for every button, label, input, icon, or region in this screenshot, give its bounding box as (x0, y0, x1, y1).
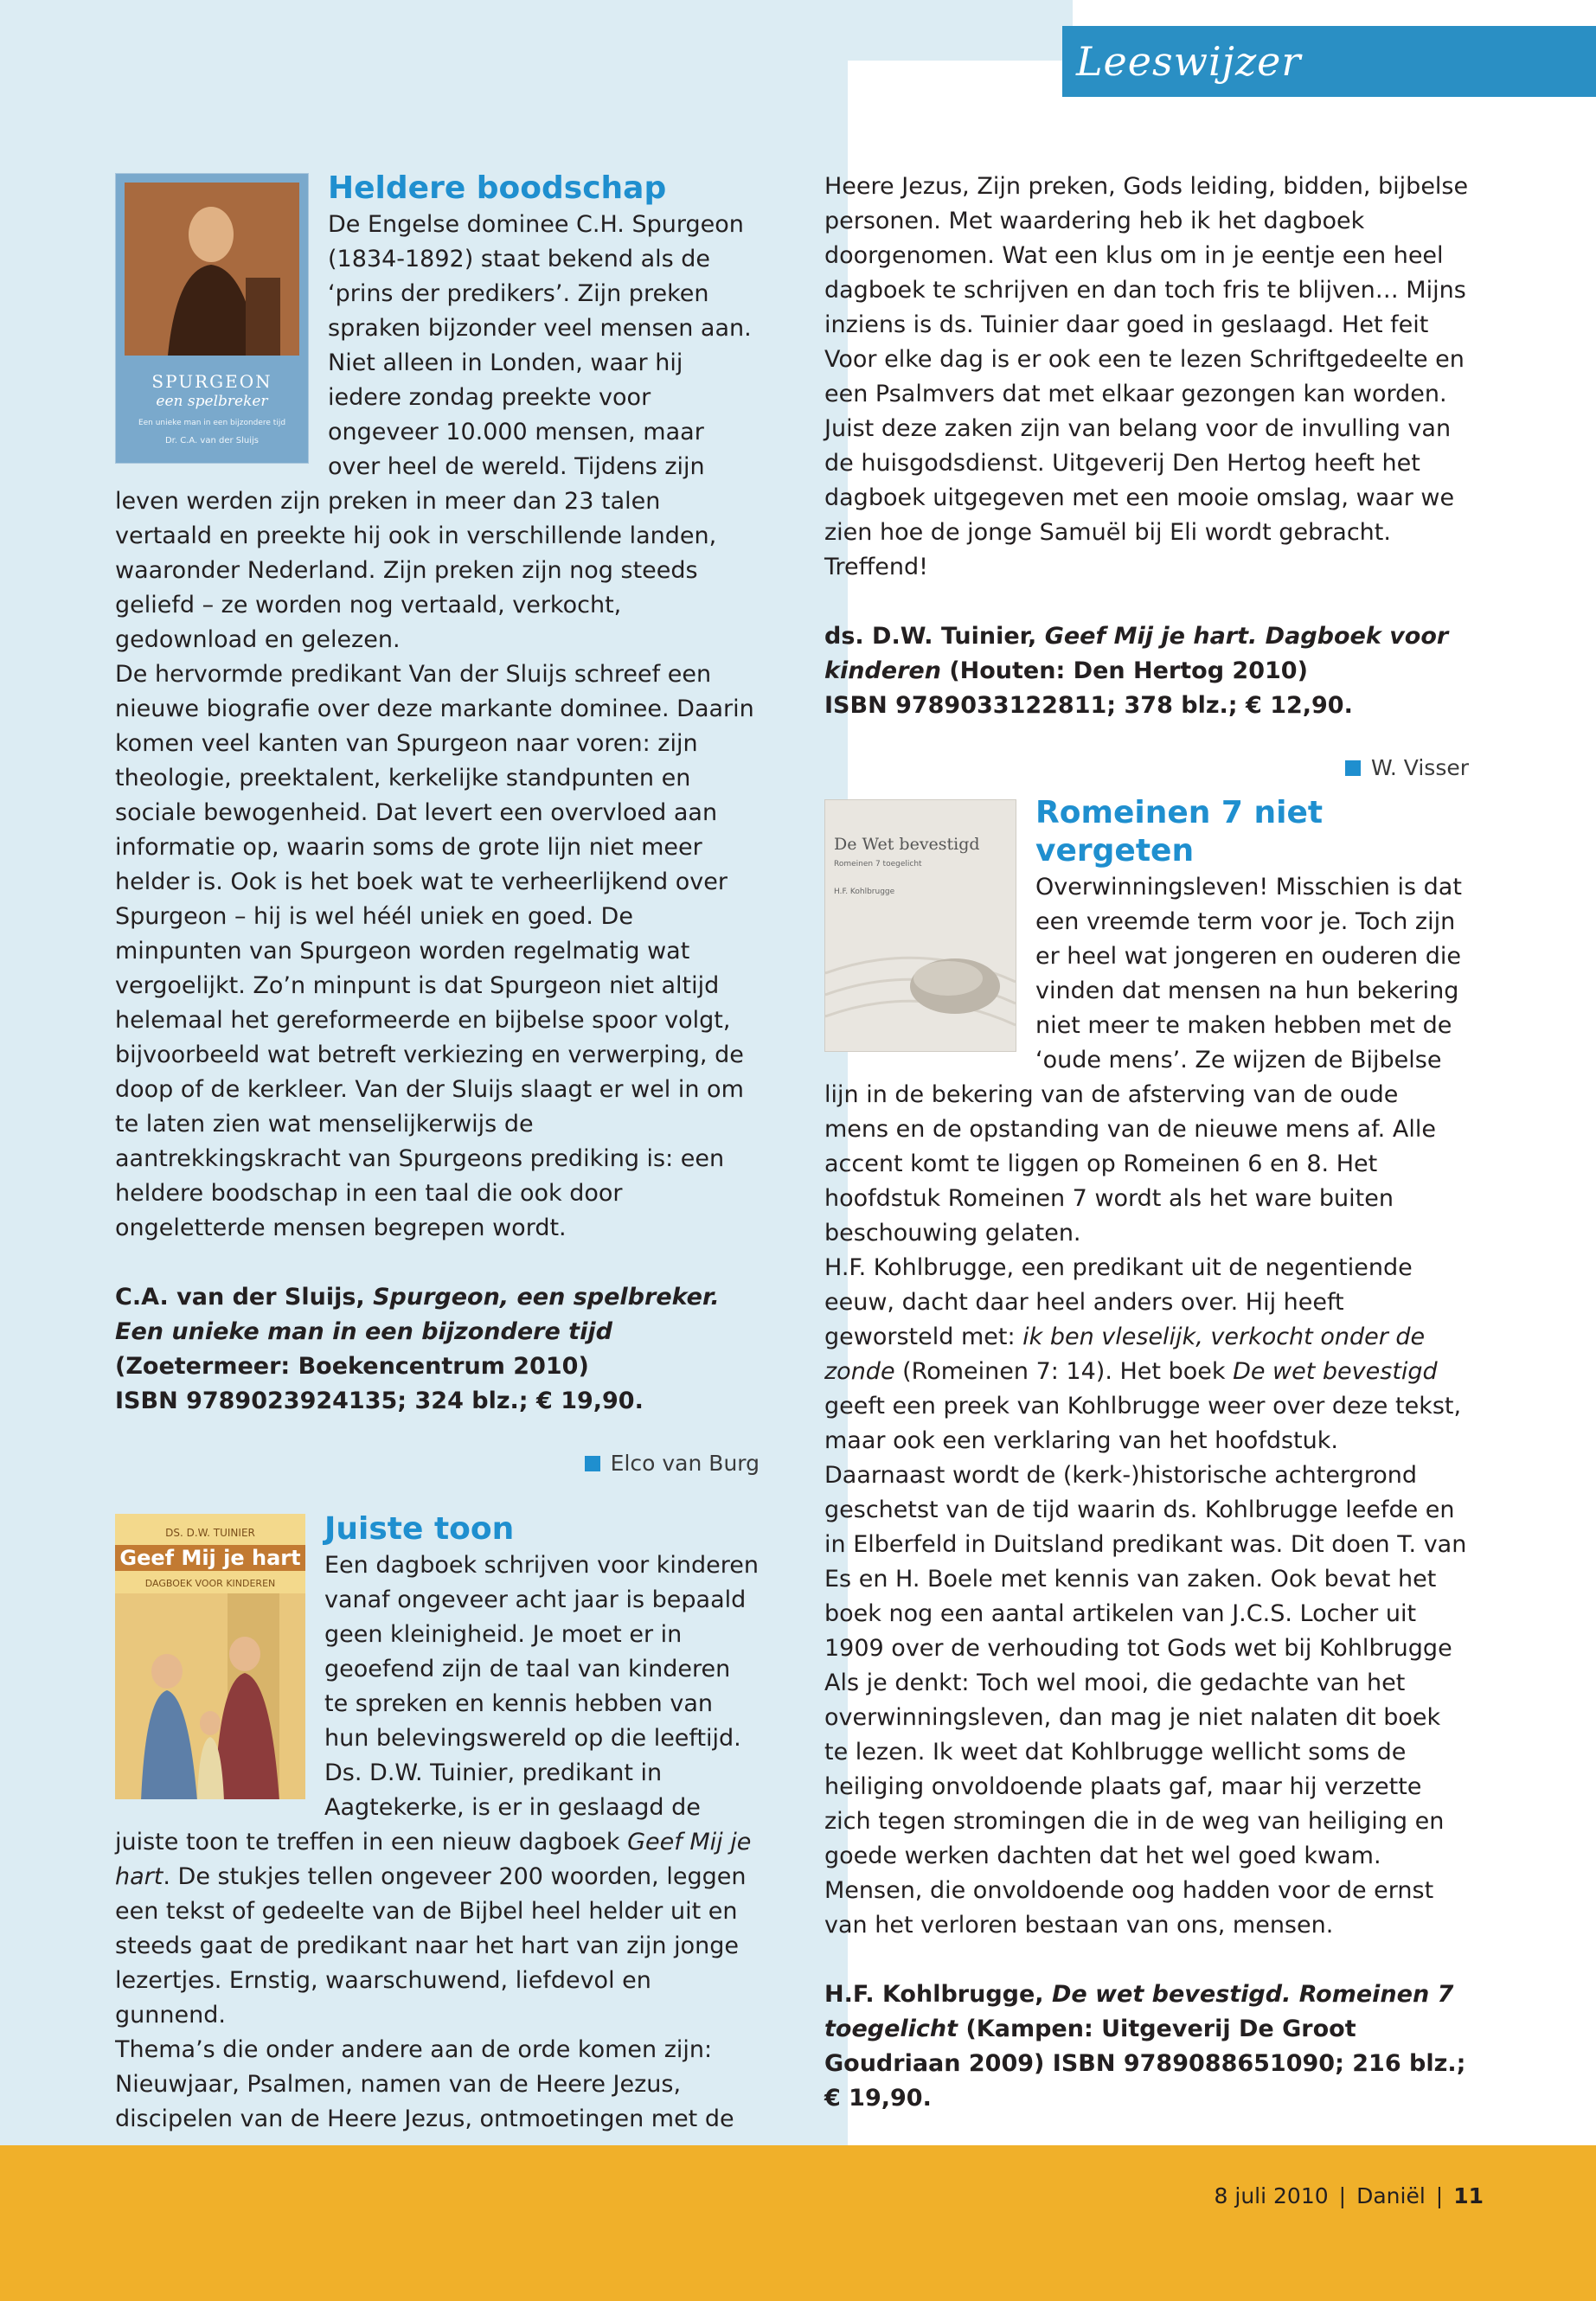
left-column (115, 170, 760, 2137)
page-number: 11 (1453, 2183, 1484, 2208)
paragraph: Voor elke dag is er ook een te lezen Schriftgedeelte en een Psalmvers dat met elkaar gezongen kan worden. Juist deze zaken zijn van belang voor de invulling van de huisgodsdienst. Uitgeverij Den Hertog heeft het dagboek uitgegeven met een mooie omslag, waar we zien hoe de jonge Samuël bij Eli wordt gebracht. Treffend! (824, 346, 1465, 580)
citation-isbn: ISBN 9789033122811; 378 blz.; € 12,90. (824, 692, 1353, 719)
right-column (824, 170, 1469, 2178)
article-title: Heldere boodschap (328, 170, 667, 206)
separator: | (1338, 2183, 1347, 2208)
section-tab (1062, 26, 1596, 97)
bullet-square-icon (585, 1456, 600, 1471)
citation-publisher: (Zoetermeer: Boekencentrum 2010) (115, 1353, 589, 1380)
citation-book-title: Spurgeon, een spelbreker. Een unieke man in een bijzondere tijd (115, 1284, 720, 1345)
citation-isbn: ISBN 9789088651090; 216 blz.; € 19,90. (824, 2050, 1466, 2112)
citation-author: C.A. van der Sluijs, (115, 1284, 374, 1311)
background-blot (796, 0, 1073, 61)
paragraph-text: Een dagboek schrijven voor kinderen vanaf ongeveer acht jaar is bepaald geen kleinigheid. Je moet er in geoefend zijn de taal van kinderen te spreken en kennis hebben van hun belevingswereld op die leeftijd. Ds. D.W. Tuinier, predikant in Aagtekerke, is er in geslaagd de juiste toon te treffen in een nieuw dagboek (115, 1552, 760, 1856)
magazine-name: Daniël (1356, 2183, 1426, 2208)
book-title-inline: Geef Mij je hart (115, 1829, 752, 1890)
quote-inline: ik ben vleselijk, verkocht onder de zonde (824, 1324, 1426, 1385)
article-title: Juiste toon (324, 1511, 515, 1547)
citation-book-title: De wet bevestigd. Romeinen 7 toegelicht (824, 1981, 1454, 2042)
paragraph-text: geeft een preek van Kohlbrugge weer over deze tekst, maar ook een verklaring van het hoofdstuk. (824, 1393, 1462, 1454)
paragraph: Als je denkt: Toch wel mooi, die gedachte van het overwinningsleven, dan mag je niet nalaten dit boek te lezen. Ik weet dat Kohlbrugge wellicht soms de heiliging onvoldoende plaats gaf, maar hij verzette zich tegen stromingen die in de weg van heiliging en goede werken dachten dat het wel goed kwam. Mensen, die onvoldoende oog hadden voor de ernst van het verloren bestaan van ons, mensen. (824, 1670, 1445, 1939)
book-citation (115, 1280, 760, 1419)
citation-author: H.F. Kohlbrugge, (824, 1981, 1052, 2008)
cover-subtitle: een spelbreker (156, 393, 268, 410)
book-title-inline: De wet bevestigd (1233, 1358, 1438, 1385)
footer-info (1215, 2183, 1484, 2208)
citation-author: ds. D.W. Tuinier, (824, 623, 1045, 650)
book-citation (824, 1977, 1469, 2116)
book-citation (824, 619, 1469, 723)
byline (824, 751, 1469, 785)
section-title: Leeswijzer (1076, 38, 1302, 85)
byline (115, 1446, 760, 1481)
citation-publisher: (Kampen: Uitgeverij De Groot Goudriaan 2009) (824, 2016, 1356, 2077)
separator: | (1435, 2183, 1444, 2208)
paragraph: De Engelse dominee C.H. Spurgeon (1834-1892) staat bekend als de ‘prins der predikers’. Zijn preken spraken bijzonder veel mensen aan. Niet alleen in Londen, waar hij iedere zondag preekte voor ongeveer 10.000 mensen, maar over heel de wereld. Tijdens zijn leven werden zijn preken in meer dan 23 talen vertaald en preekte hij ook in verschillende landen, waaronder Nederland. Zijn preken zijn nog steeds geliefd – ze worden nog vertaald, verkocht, gedownload en gelezen. (115, 211, 752, 653)
cover-author: Dr. C.A. van der Sluijs (164, 436, 260, 445)
tuinier-book-cover (115, 1514, 305, 1799)
cover-author: DS. D.W. TUINIER (165, 1527, 255, 1539)
paragraph-continued (824, 170, 1469, 343)
cover-title: De Wet bevestigd (834, 835, 980, 854)
illustration-image (115, 1593, 305, 1799)
issue-date: 8 juli 2010 (1214, 2183, 1329, 2208)
paragraph: Overwinningsleven! Misschien is dat een vreemde term voor je. Toch zijn er heel wat jongeren en ouderen die vinden dat mensen na hun bekering niet meer te maken hebben met de ‘oude mens’. Ze wijzen de Bijbelse lijn in de bekering van de afsterving van de oude mens en de opstanding van de nieuwe mens af. Alle accent komt te liggen op Romeinen 6 en 8. Het hoofdstuk Romeinen 7 wordt als het ware buiten beschouwing gelaten. (824, 874, 1462, 1247)
paragraph-text: H.F. Kohlbrugge, een predikant uit de negentiende eeuw, dacht daar heel anders over. Hij heeft geworsteld met: (824, 1254, 1413, 1350)
cover-tagline: Een unieke man in een bijzondere tijd (138, 419, 286, 427)
cover-subtitle: Romeinen 7 toegelicht (834, 860, 922, 868)
portrait-image (116, 174, 308, 357)
cover-subtitle: DAGBOEK VOOR KINDEREN (144, 1578, 276, 1589)
paragraph: De hervormde predikant Van der Sluijs schreef een nieuwe biografie over deze markante dominee. Daarin komen veel kanten van Spurgeon naar voren: zijn theologie, preektalent, kerkelijke standpunten en sociale bewogenheid. Dat levert een overvloed aan informatie op, waarin soms de grote lijn niet meer helder is. Ook is het boek wat te verheerlijkend over Spurgeon – hij is wel héél uniek en goed. De minpunten van Spurgeon worden regelmatig wat vergoelijkt. Zo’n minpunt is dat Spurgeon niet altijd helemaal het gereformeerde en bijbelse spoor volgt, bijvoorbeeld wat betreft verkiezing en verwerping, de doop of de kerkleer. Van der Sluijs slaagt er wel in om te laten zien wat menselijkerwijs de aantrekkingskracht van Spurgeons prediking is: een heldere boodschap in een taal die ook door ongeletterde mensen begrepen wordt. (115, 661, 754, 1241)
bullet-square-icon (1345, 760, 1361, 776)
stone-image (825, 800, 1016, 1051)
kohlbrugge-book-cover (824, 799, 1016, 1052)
paragraph: Thema’s die onder andere aan de orde komen zijn: Nieuwjaar, Psalmen, namen van de Heere Jezus, discipelen van de Heere Jezus, ontmoetingen met de (115, 2036, 734, 2132)
paragraph-text: (Romeinen 7: 14). Het boek (894, 1358, 1234, 1385)
byline-author: W. Visser (1371, 755, 1469, 780)
cover-author: H.F. Kohlbrugge (834, 888, 895, 896)
cover-title: Geef Mij je hart (115, 1545, 305, 1571)
byline-author: Elco van Burg (610, 1451, 760, 1476)
citation-book-title: Geef Mij je hart. Dagboek voor kinderen (824, 623, 1449, 684)
citation-publisher: (Houten: Den Hertog 2010) (940, 657, 1308, 684)
citation-isbn: ISBN 9789023924135; 324 blz.; € 19,90. (115, 1388, 644, 1414)
spurgeon-book-cover (115, 173, 309, 464)
paragraph: Daarnaast wordt de (kerk-)historische achtergrond geschetst van de tijd waarin ds. Kohlbrugge leefde en in Elberfeld in Duitsland predikant was. Dit doen T. van Es en H. Boele met kennis van zaken. Ook bevat het boek nog een aantal artikelen van J.C.S. Locher uit 1909 over de verhouding tot Gods wet bij Kohlbrugge (824, 1462, 1467, 1662)
page-footer (0, 2145, 1596, 2301)
article-title: Romeinen 7 niet vergeten (1035, 795, 1324, 868)
paragraph-text: . De stukjes tellen ongeveer 200 woorden, leggen een tekst of gedeelte van de Bijbel heel helder uit en steeds gaat de predikant naar het hart van zijn jonge lezertjes. Ernstig, waarschuwend, liefdevol en gunnend. (115, 1863, 747, 2029)
paragraph (824, 1251, 1469, 1458)
cover-title: SPURGEON (151, 371, 272, 392)
paragraph-text: Heere Jezus, Zijn preken, Gods leiding, bidden, bijbelse personen. Met waardering heb ik het dagboek doorgenomen. Wat een klus om in je eentje een heel dagboek te schrijven en dan toch fris te blijven… Mijns inziens is ds. Tuinier daar goed in geslaagd. Het feit (824, 173, 1469, 338)
